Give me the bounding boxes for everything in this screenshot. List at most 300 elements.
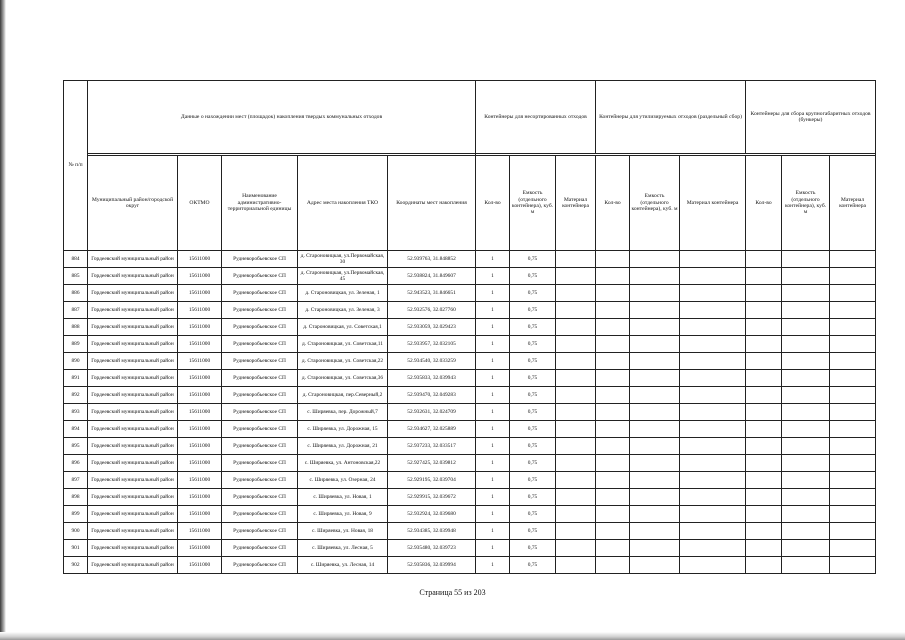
cell-unsorted-material (556, 523, 596, 540)
row-number: 895 (64, 438, 88, 455)
cell-sorted-material (680, 506, 746, 523)
cell-admin-unit: Рудневоробьевское СП (222, 557, 298, 574)
cell-coordinates: 52.932576, 32.027760 (388, 302, 476, 319)
cell-sorted-qty (596, 353, 630, 370)
cell-unsorted-volume: 0,75 (510, 438, 556, 455)
cell-oktmo: 15611000 (178, 353, 222, 370)
cell-district: Гордеевский муниципальный район (88, 387, 178, 404)
cell-address: д. Староновицкая, ул.Первомайская, 30 (298, 251, 388, 268)
cell-unsorted-material (556, 540, 596, 557)
row-number: 889 (64, 336, 88, 353)
cell-sorted-qty (596, 285, 630, 302)
row-number: 901 (64, 540, 88, 557)
cell-sorted-material (680, 251, 746, 268)
cell-coordinates: 52.932631, 32.024709 (388, 404, 476, 421)
cell-unsorted-qty: 1 (476, 455, 510, 472)
cell-coordinates: 52.937233, 32.033517 (388, 438, 476, 455)
cell-oktmo: 15611000 (178, 387, 222, 404)
cell-bulky-qty (746, 438, 782, 455)
cell-sorted-qty (596, 268, 630, 285)
cell-coordinates: 52.934627, 32.025889 (388, 421, 476, 438)
cell-oktmo: 15611000 (178, 268, 222, 285)
header-admin-unit: Наименование административно-территориальной единицы (222, 156, 298, 251)
cell-sorted-qty (596, 387, 630, 404)
cell-sorted-volume (630, 506, 680, 523)
cell-sorted-material (680, 540, 746, 557)
cell-unsorted-material (556, 557, 596, 574)
cell-bulky-qty (746, 557, 782, 574)
cell-coordinates: 52.934385, 32.039948 (388, 523, 476, 540)
cell-sorted-qty (596, 370, 630, 387)
cell-unsorted-qty: 1 (476, 353, 510, 370)
cell-bulky-qty (746, 472, 782, 489)
cell-bulky-qty (746, 268, 782, 285)
cell-bulky-volume (782, 489, 830, 506)
cell-district: Гордеевский муниципальный район (88, 540, 178, 557)
cell-unsorted-qty: 1 (476, 251, 510, 268)
cell-unsorted-material (556, 387, 596, 404)
cell-district: Гордеевский муниципальный район (88, 251, 178, 268)
cell-sorted-volume (630, 370, 680, 387)
cell-coordinates: 52.939763, 31.848852 (388, 251, 476, 268)
cell-sorted-qty (596, 523, 630, 540)
cell-oktmo: 15611000 (178, 285, 222, 302)
cell-sorted-material (680, 302, 746, 319)
cell-oktmo: 15611000 (178, 506, 222, 523)
header-sorted-volume: Емкость (отдельного контейнера), куб. м (630, 156, 680, 251)
table-row (64, 540, 876, 557)
cell-unsorted-material (556, 353, 596, 370)
table-row (64, 336, 876, 353)
cell-oktmo: 15611000 (178, 472, 222, 489)
cell-bulky-material (830, 421, 876, 438)
cell-unsorted-volume: 0,75 (510, 251, 556, 268)
table-row (64, 404, 876, 421)
header-group-bulky-containers: Контейнеры для сбора крупногабаритных отходов (бункеры) (746, 81, 876, 154)
cell-admin-unit: Рудневоробьевское СП (222, 370, 298, 387)
cell-bulky-qty (746, 506, 782, 523)
cell-sorted-material (680, 285, 746, 302)
cell-sorted-qty (596, 455, 630, 472)
cell-coordinates: 52.938824, 31.849607 (388, 268, 476, 285)
cell-bulky-volume (782, 557, 830, 574)
table-row (64, 319, 876, 336)
cell-coordinates: 52.935480, 32.039723 (388, 540, 476, 557)
cell-sorted-material (680, 421, 746, 438)
cell-sorted-volume (630, 353, 680, 370)
cell-bulky-qty (746, 370, 782, 387)
table-row (64, 472, 876, 489)
cell-coordinates: 52.934540, 32.033259 (388, 353, 476, 370)
table-row (64, 421, 876, 438)
cell-bulky-volume (782, 404, 830, 421)
header-bulky-qty: Кол-во (746, 156, 782, 251)
cell-district: Гордеевский муниципальный район (88, 285, 178, 302)
cell-oktmo: 15611000 (178, 557, 222, 574)
cell-bulky-volume (782, 353, 830, 370)
cell-district: Гордеевский муниципальный район (88, 421, 178, 438)
cell-sorted-volume (630, 472, 680, 489)
table-row (64, 438, 876, 455)
cell-sorted-volume (630, 404, 680, 421)
cell-address: с. Ширяевка, ул. Антоновская,22 (298, 455, 388, 472)
table-row (64, 557, 876, 574)
cell-bulky-material (830, 387, 876, 404)
table-row (64, 268, 876, 285)
cell-coordinates: 52.935833, 32.039943 (388, 370, 476, 387)
cell-sorted-qty (596, 557, 630, 574)
cell-sorted-qty (596, 336, 630, 353)
cell-sorted-volume (630, 523, 680, 540)
cell-bulky-material (830, 438, 876, 455)
cell-unsorted-volume: 0,75 (510, 489, 556, 506)
cell-district: Гордеевский муниципальный район (88, 489, 178, 506)
cell-address: д. Староновицкая, ул. Советская,36 (298, 370, 388, 387)
cell-unsorted-qty: 1 (476, 421, 510, 438)
header-bulky-material: Материал контейнера (830, 156, 876, 251)
cell-admin-unit: Рудневоробьевское СП (222, 455, 298, 472)
cell-address: д. Староновицкая, ул. Советская,1 (298, 319, 388, 336)
cell-sorted-qty (596, 540, 630, 557)
header-num-col: № п/п (64, 81, 88, 251)
waste-sites-registry-table (63, 80, 876, 574)
cell-oktmo: 15611000 (178, 455, 222, 472)
cell-admin-unit: Рудневоробьевское СП (222, 336, 298, 353)
scan-page-edge (0, 0, 6, 640)
cell-sorted-qty (596, 438, 630, 455)
cell-sorted-qty (596, 421, 630, 438)
cell-oktmo: 15611000 (178, 336, 222, 353)
cell-sorted-volume (630, 455, 680, 472)
cell-sorted-volume (630, 387, 680, 404)
cell-sorted-qty (596, 302, 630, 319)
cell-bulky-qty (746, 404, 782, 421)
cell-unsorted-material (556, 472, 596, 489)
table-row (64, 302, 876, 319)
cell-district: Гордеевский муниципальный район (88, 404, 178, 421)
cell-district: Гордеевский муниципальный район (88, 523, 178, 540)
cell-sorted-qty (596, 319, 630, 336)
cell-unsorted-qty: 1 (476, 523, 510, 540)
cell-bulky-material (830, 404, 876, 421)
cell-coordinates: 52.927425, 32.039812 (388, 455, 476, 472)
cell-unsorted-volume: 0,75 (510, 421, 556, 438)
header-group-unsorted-containers: Контейнеры для несортированных отходов (476, 81, 596, 154)
cell-unsorted-material (556, 319, 596, 336)
cell-address: с. Ширяевка, ул. Новая, 1 (298, 489, 388, 506)
header-group-site-data: Данные о нахождении мест (площадок) накопления твердых коммунальных отходов (88, 81, 476, 154)
row-number: 891 (64, 370, 88, 387)
cell-district: Гордеевский муниципальный район (88, 455, 178, 472)
cell-bulky-qty (746, 421, 782, 438)
table-row (64, 285, 876, 302)
cell-district: Гордеевский муниципальный район (88, 370, 178, 387)
cell-district: Гордеевский муниципальный район (88, 557, 178, 574)
cell-address: с. Ширяевка, ул. Дорожная, 15 (298, 421, 388, 438)
cell-sorted-volume (630, 268, 680, 285)
cell-unsorted-volume: 0,75 (510, 319, 556, 336)
cell-sorted-volume (630, 302, 680, 319)
cell-admin-unit: Рудневоробьевское СП (222, 506, 298, 523)
cell-sorted-material (680, 455, 746, 472)
table-body (64, 251, 876, 574)
cell-bulky-material (830, 370, 876, 387)
cell-bulky-volume (782, 472, 830, 489)
cell-sorted-volume (630, 336, 680, 353)
cell-sorted-volume (630, 557, 680, 574)
cell-sorted-qty (596, 506, 630, 523)
cell-oktmo: 15611000 (178, 319, 222, 336)
table-row (64, 489, 876, 506)
scan-page-edge (0, 632, 905, 640)
cell-sorted-volume (630, 421, 680, 438)
cell-unsorted-qty: 1 (476, 438, 510, 455)
cell-oktmo: 15611000 (178, 370, 222, 387)
cell-sorted-volume (630, 489, 680, 506)
cell-address: с. Ширяевка, ул. Озерная, 24 (298, 472, 388, 489)
header-bulky-volume: Емкость (отдельного контейнера), куб. м (782, 156, 830, 251)
cell-admin-unit: Рудневоробьевское СП (222, 540, 298, 557)
cell-bulky-volume (782, 387, 830, 404)
cell-bulky-volume (782, 523, 830, 540)
cell-unsorted-volume: 0,75 (510, 455, 556, 472)
cell-sorted-volume (630, 319, 680, 336)
cell-address: д. Староновицкая, ул. Советская,22 (298, 353, 388, 370)
cell-address: с. Ширяевка, пер. Дорожный,7 (298, 404, 388, 421)
cell-admin-unit: Рудневоробьевское СП (222, 353, 298, 370)
cell-admin-unit: Рудневоробьевское СП (222, 489, 298, 506)
cell-address: д. Староновицкая, ул.Первомайская, 45 (298, 268, 388, 285)
cell-coordinates: 52.932924, 32.039680 (388, 506, 476, 523)
cell-bulky-qty (746, 540, 782, 557)
cell-bulky-material (830, 268, 876, 285)
cell-unsorted-volume: 0,75 (510, 302, 556, 319)
cell-unsorted-volume: 0,75 (510, 353, 556, 370)
cell-bulky-volume (782, 506, 830, 523)
cell-admin-unit: Рудневоробьевское СП (222, 251, 298, 268)
cell-bulky-material (830, 540, 876, 557)
cell-unsorted-material (556, 302, 596, 319)
cell-sorted-material (680, 353, 746, 370)
cell-sorted-material (680, 438, 746, 455)
header-district: Муниципальный район/городской округ (88, 156, 178, 251)
cell-address: с. Ширяевка, ул. Дорожная, 21 (298, 438, 388, 455)
cell-sorted-material (680, 370, 746, 387)
table-row (64, 506, 876, 523)
cell-district: Гордеевский муниципальный район (88, 472, 178, 489)
row-number: 890 (64, 353, 88, 370)
cell-bulky-qty (746, 251, 782, 268)
cell-sorted-material (680, 489, 746, 506)
cell-bulky-volume (782, 319, 830, 336)
cell-oktmo: 15611000 (178, 540, 222, 557)
cell-unsorted-qty: 1 (476, 489, 510, 506)
cell-unsorted-volume: 0,75 (510, 523, 556, 540)
cell-unsorted-material (556, 438, 596, 455)
cell-unsorted-material (556, 506, 596, 523)
cell-unsorted-qty: 1 (476, 319, 510, 336)
row-number: 898 (64, 489, 88, 506)
cell-bulky-material (830, 506, 876, 523)
cell-unsorted-qty: 1 (476, 404, 510, 421)
cell-bulky-material (830, 523, 876, 540)
cell-sorted-volume (630, 285, 680, 302)
cell-bulky-qty (746, 336, 782, 353)
cell-oktmo: 15611000 (178, 404, 222, 421)
cell-bulky-volume (782, 251, 830, 268)
cell-bulky-volume (782, 370, 830, 387)
cell-admin-unit: Рудневоробьевское СП (222, 421, 298, 438)
cell-bulky-material (830, 319, 876, 336)
cell-unsorted-material (556, 404, 596, 421)
cell-bulky-qty (746, 285, 782, 302)
cell-unsorted-qty: 1 (476, 557, 510, 574)
header-unsorted-qty: Кол-во (476, 156, 510, 251)
cell-address: с. Ширяевка, ул. Лесная, 5 (298, 540, 388, 557)
cell-unsorted-qty: 1 (476, 302, 510, 319)
cell-sorted-qty (596, 251, 630, 268)
cell-unsorted-qty: 1 (476, 472, 510, 489)
cell-bulky-material (830, 455, 876, 472)
cell-bulky-volume (782, 455, 830, 472)
cell-bulky-material (830, 353, 876, 370)
cell-district: Гордеевский муниципальный район (88, 506, 178, 523)
cell-admin-unit: Рудневоробьевское СП (222, 523, 298, 540)
header-sorted-qty: Кол-во (596, 156, 630, 251)
cell-sorted-volume (630, 540, 680, 557)
cell-bulky-qty (746, 387, 782, 404)
cell-unsorted-material (556, 251, 596, 268)
cell-coordinates: 52.929195, 32.039704 (388, 472, 476, 489)
cell-address: с. Ширяевка, ул. Новая, 18 (298, 523, 388, 540)
cell-district: Гордеевский муниципальный район (88, 336, 178, 353)
cell-bulky-material (830, 251, 876, 268)
cell-unsorted-volume: 0,75 (510, 285, 556, 302)
cell-bulky-material (830, 302, 876, 319)
cell-bulky-volume (782, 421, 830, 438)
cell-sorted-material (680, 404, 746, 421)
row-number: 902 (64, 557, 88, 574)
header-address: Адрес места накопления ТКО (298, 156, 388, 251)
cell-admin-unit: Рудневоробьевское СП (222, 319, 298, 336)
cell-bulky-volume (782, 438, 830, 455)
row-number: 892 (64, 387, 88, 404)
cell-address: д. Староновицкая, ул. Советская,11 (298, 336, 388, 353)
cell-oktmo: 15611000 (178, 251, 222, 268)
cell-oktmo: 15611000 (178, 523, 222, 540)
table-row (64, 387, 876, 404)
cell-unsorted-material (556, 421, 596, 438)
cell-oktmo: 15611000 (178, 489, 222, 506)
cell-coordinates: 52.933957, 32.032105 (388, 336, 476, 353)
row-number: 894 (64, 421, 88, 438)
cell-address: с. Ширяевка, ул. Новая, 9 (298, 506, 388, 523)
cell-bulky-qty (746, 455, 782, 472)
cell-unsorted-material (556, 268, 596, 285)
cell-district: Гордеевский муниципальный район (88, 268, 178, 285)
cell-bulky-volume (782, 268, 830, 285)
cell-bulky-volume (782, 302, 830, 319)
cell-bulky-qty (746, 353, 782, 370)
row-number: 899 (64, 506, 88, 523)
cell-bulky-volume (782, 540, 830, 557)
cell-admin-unit: Рудневоробьевское СП (222, 438, 298, 455)
cell-sorted-qty (596, 489, 630, 506)
cell-unsorted-material (556, 336, 596, 353)
cell-unsorted-volume: 0,75 (510, 506, 556, 523)
cell-sorted-material (680, 472, 746, 489)
cell-district: Гордеевский муниципальный район (88, 353, 178, 370)
row-number: 887 (64, 302, 88, 319)
cell-unsorted-qty: 1 (476, 370, 510, 387)
row-number: 888 (64, 319, 88, 336)
cell-bulky-qty (746, 489, 782, 506)
cell-sorted-material (680, 268, 746, 285)
cell-unsorted-volume: 0,75 (510, 557, 556, 574)
cell-unsorted-qty: 1 (476, 336, 510, 353)
cell-district: Гордеевский муниципальный район (88, 319, 178, 336)
header-coordinates: Координаты мест накопления (388, 156, 476, 251)
cell-sorted-material (680, 557, 746, 574)
cell-bulky-material (830, 336, 876, 353)
cell-sorted-material (680, 523, 746, 540)
row-number: 893 (64, 404, 88, 421)
cell-bulky-qty (746, 302, 782, 319)
cell-coordinates: 52.933059, 32.029423 (388, 319, 476, 336)
table-row (64, 251, 876, 268)
cell-bulky-volume (782, 336, 830, 353)
cell-unsorted-volume: 0,75 (510, 370, 556, 387)
table-row (64, 455, 876, 472)
cell-oktmo: 15611000 (178, 302, 222, 319)
cell-district: Гордеевский муниципальный район (88, 302, 178, 319)
cell-district: Гордеевский муниципальный район (88, 438, 178, 455)
header-unsorted-material: Материал контейнера (556, 156, 596, 251)
table-row (64, 370, 876, 387)
cell-unsorted-material (556, 455, 596, 472)
row-number: 885 (64, 268, 88, 285)
cell-address: д. Староновицкая, пер.Северный,2 (298, 387, 388, 404)
header-oktmo: ОКТМО (178, 156, 222, 251)
table-row (64, 523, 876, 540)
cell-sorted-material (680, 319, 746, 336)
row-number: 896 (64, 455, 88, 472)
cell-admin-unit: Рудневоробьевское СП (222, 404, 298, 421)
cell-unsorted-qty: 1 (476, 268, 510, 285)
cell-bulky-material (830, 557, 876, 574)
cell-unsorted-material (556, 489, 596, 506)
table-row (64, 353, 876, 370)
cell-admin-unit: Рудневоробьевское СП (222, 285, 298, 302)
cell-bulky-qty (746, 319, 782, 336)
cell-bulky-material (830, 472, 876, 489)
header-unsorted-volume: Емкость (отдельного контейнера), куб. м (510, 156, 556, 251)
cell-sorted-qty (596, 472, 630, 489)
cell-oktmo: 15611000 (178, 421, 222, 438)
cell-address: д. Староновицкая, ул. Зеленая, 3 (298, 302, 388, 319)
cell-bulky-material (830, 285, 876, 302)
cell-unsorted-qty: 1 (476, 387, 510, 404)
cell-unsorted-volume: 0,75 (510, 387, 556, 404)
cell-admin-unit: Рудневоробьевское СП (222, 268, 298, 285)
cell-unsorted-material (556, 285, 596, 302)
cell-address: с. Ширяевка, ул. Лесная, 14 (298, 557, 388, 574)
cell-unsorted-material (556, 370, 596, 387)
row-number: 897 (64, 472, 88, 489)
cell-sorted-material (680, 336, 746, 353)
row-number: 884 (64, 251, 88, 268)
cell-sorted-material (680, 387, 746, 404)
